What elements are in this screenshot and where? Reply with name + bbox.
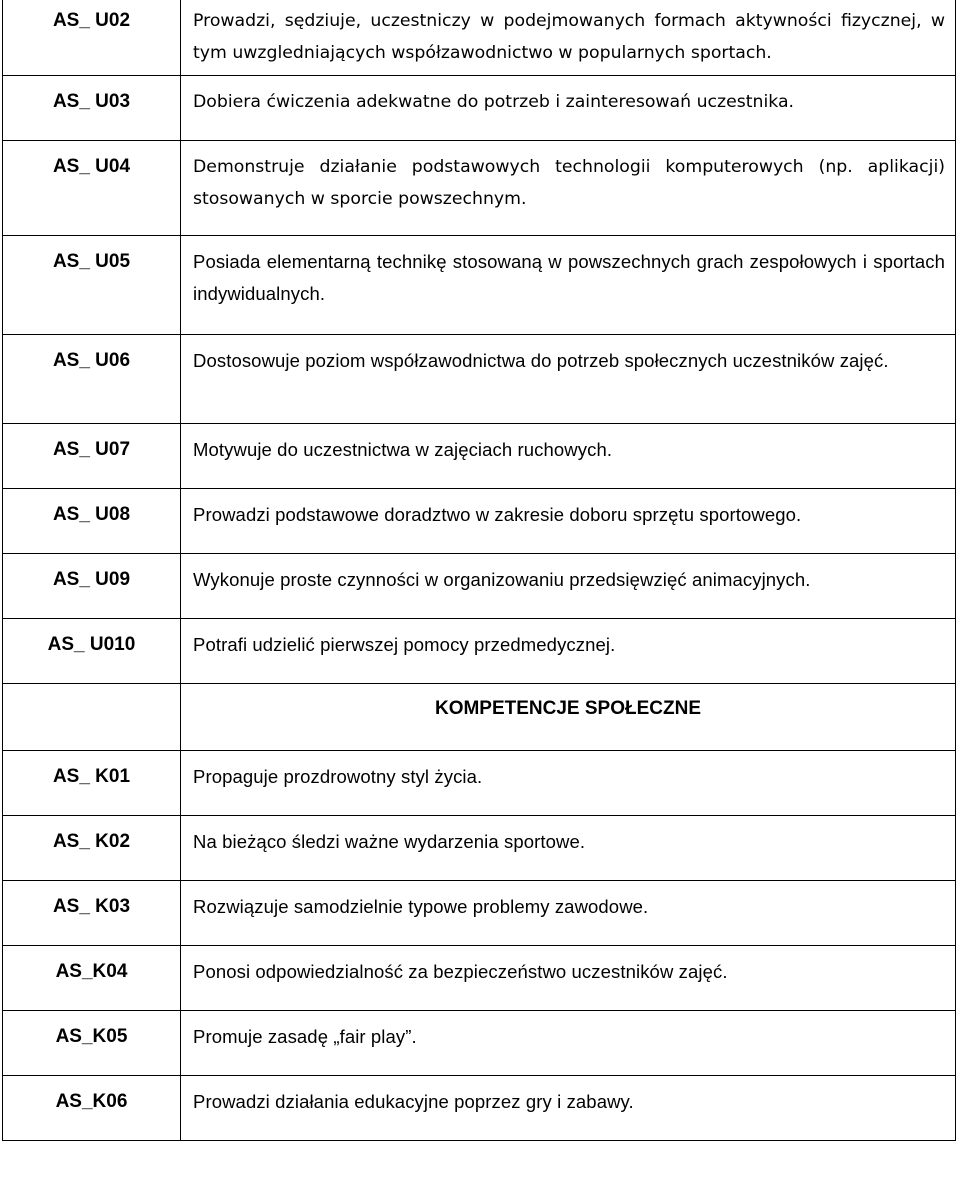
- table-row: [3, 816, 956, 881]
- table-row: [3, 236, 956, 335]
- learning-outcomes-table: [2, 0, 956, 1141]
- outcome-code: AS_ U08: [3, 489, 181, 554]
- table-row: [3, 424, 956, 489]
- outcome-description: Na bieżąco śledzi ważne wydarzenia sportowe.: [181, 816, 956, 881]
- table-row: [3, 76, 956, 141]
- empty-cell: [3, 684, 181, 751]
- outcome-code: AS_ U05: [3, 236, 181, 335]
- outcome-code: AS_ K02: [3, 816, 181, 881]
- outcome-code: AS_ U010: [3, 619, 181, 684]
- table-row: [3, 619, 956, 684]
- table-row: [3, 554, 956, 619]
- outcome-code: AS_ U06: [3, 335, 181, 424]
- outcome-code: AS_ U04: [3, 141, 181, 236]
- outcome-code: AS_ K01: [3, 751, 181, 816]
- outcome-code: AS_K06: [3, 1076, 181, 1141]
- outcome-description: Wykonuje proste czynności w organizowaniu przedsięwzięć animacyjnych.: [181, 554, 956, 619]
- outcome-description: Motywuje do uczestnictwa w zajęciach ruchowych.: [181, 424, 956, 489]
- outcome-code: AS_ U02: [3, 0, 181, 76]
- table-row: [3, 881, 956, 946]
- outcome-code: AS_K05: [3, 1011, 181, 1076]
- outcome-code: AS_ U03: [3, 76, 181, 141]
- table-row: [3, 141, 956, 236]
- table-row: [3, 946, 956, 1011]
- outcome-description: Propaguje prozdrowotny styl życia.: [181, 751, 956, 816]
- outcome-description: Promuje zasadę „fair play”.: [181, 1011, 956, 1076]
- outcome-description: Prowadzi podstawowe doradztwo w zakresie doboru sprzętu sportowego.: [181, 489, 956, 554]
- outcome-code: AS_ U07: [3, 424, 181, 489]
- table-row: [3, 1076, 956, 1141]
- outcome-description: Prowadzi działania edukacyjne poprzez gry i zabawy.: [181, 1076, 956, 1141]
- table-row: [3, 335, 956, 424]
- section-row: [3, 684, 956, 751]
- outcome-description: Posiada elementarną technikę stosowaną w powszechnych grach zespołowych i sportach indywidualnych.: [181, 236, 956, 335]
- outcome-description: Demonstruje działanie podstawowych technologii komputerowych (np. aplikacji) stosowanych w sporcie powszechnym.: [181, 141, 956, 236]
- outcome-description: Dostosowuje poziom współzawodnictwa do potrzeb społecznych uczestników zajęć.: [181, 335, 956, 424]
- outcome-code: AS_K04: [3, 946, 181, 1011]
- outcome-description: Dobiera ćwiczenia adekwatne do potrzeb i zainteresowań uczestnika.: [181, 76, 956, 141]
- table-row: [3, 489, 956, 554]
- outcome-description: Prowadzi, sędziuje, uczestniczy w podejmowanych formach aktywności fizycznej, w tym uwzgledniających współzawodnictwo w popularnych sportach.: [181, 0, 956, 76]
- table-row: [3, 751, 956, 816]
- table-row: [3, 0, 956, 76]
- outcome-description: Potrafi udzielić pierwszej pomocy przedmedycznej.: [181, 619, 956, 684]
- outcome-description: Ponosi odpowiedzialność za bezpieczeństwo uczestników zajęć.: [181, 946, 956, 1011]
- outcome-code: AS_ U09: [3, 554, 181, 619]
- section-heading: KOMPETENCJE SPOŁECZNE: [181, 684, 956, 751]
- outcome-code: AS_ K03: [3, 881, 181, 946]
- outcome-description: Rozwiązuje samodzielnie typowe problemy zawodowe.: [181, 881, 956, 946]
- table-row: [3, 1011, 956, 1076]
